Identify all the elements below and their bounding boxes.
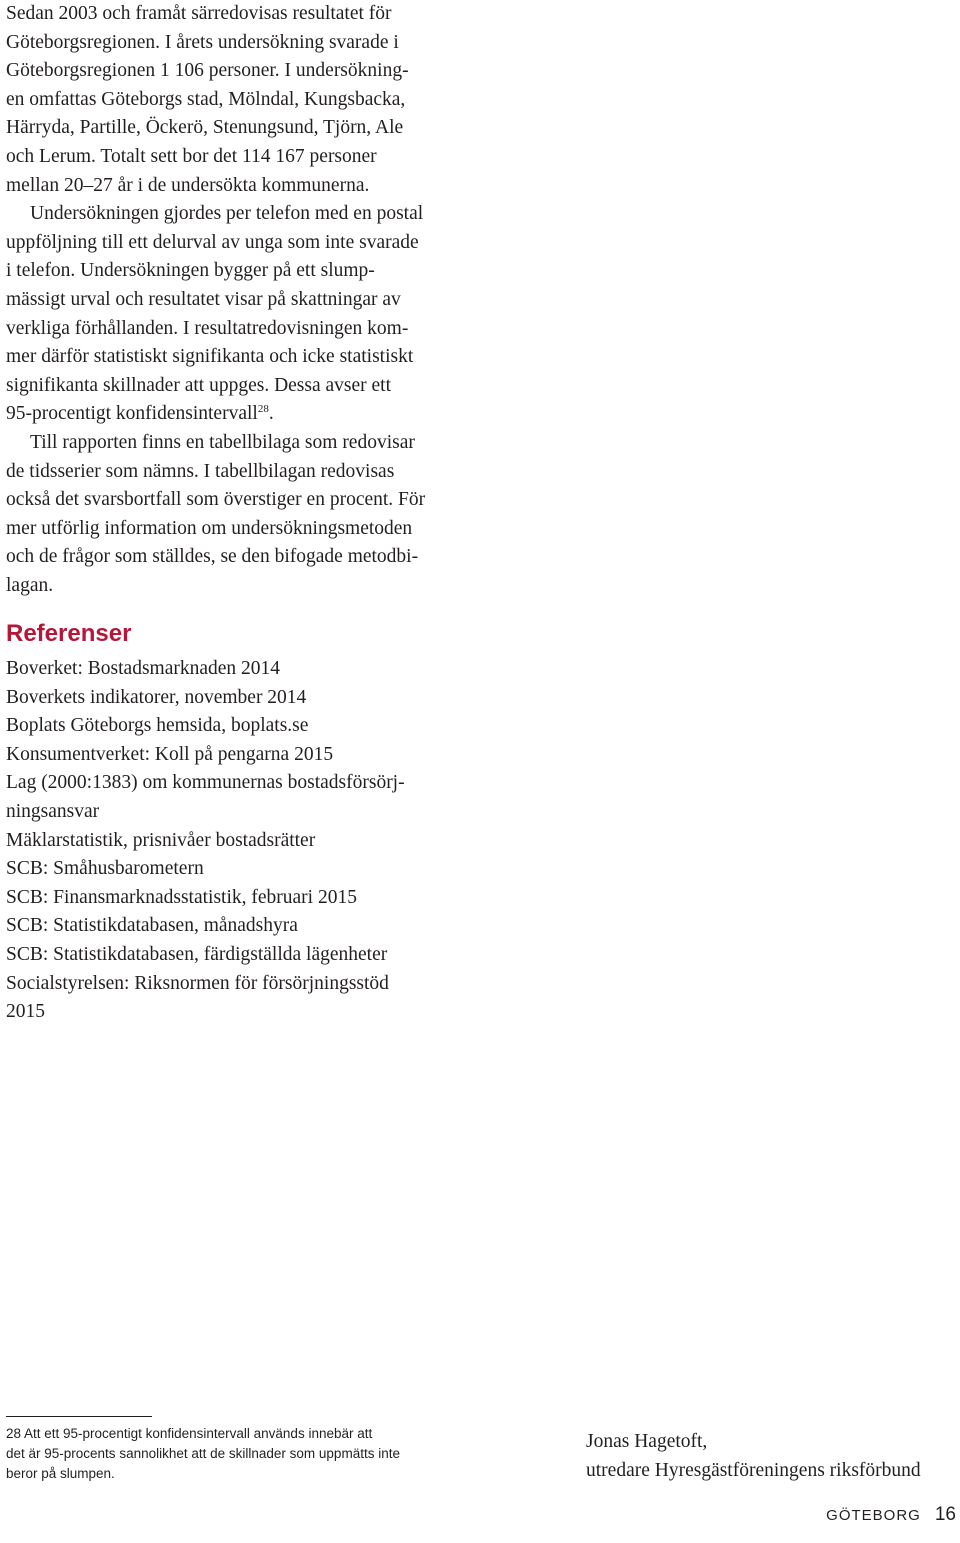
footnote-reference: 28: [257, 403, 269, 416]
paragraph-method-survey-text: Undersökningen gjordes per telefon med en postal uppföljning till ett delurval av unga som inte svarade i telefon. Undersökningen bygger på ett slump- mässigt urval och resultatet visar på skattningar av verkliga förhållanden. I resultatredovisningen kom- mer därför statistiskt signifikanta och icke statistiskt signifikanta skillnader att uppges. Dessa avser ett 95-procentigt konfidensintervall: [6, 203, 424, 425]
footnote: 28 Att ett 95-procentigt konfidensintervall används innebär att det är 95-procents sannolikhet att de skillnader som uppmätts inte beror på slumpen.: [6, 1426, 400, 1481]
page-number: 16: [934, 1504, 956, 1525]
reference-item: Boverket: Bostadsmarknaden 2014: [6, 658, 281, 679]
reference-item: Lag (2000:1383) om kommunernas bostadsförsörj- ningsansvar: [6, 772, 405, 822]
footer-section-label: GÖTEBORG: [826, 1507, 921, 1524]
paragraph-appendix: Till rapporten finns en tabellbilaga som redovisar de tidsserier som nämns. I tabellbilagan redovisas också det svarsbortfall som överstiger en procent. För mer utförlig information om undersökningsmetoden och de frågor som ställdes, se den bifogade metodbi- lagan.: [6, 431, 426, 596]
sentence-end: .: [268, 403, 274, 425]
reference-item: Konsumentverket: Koll på pengarna 2015: [6, 743, 334, 765]
reference-item: Socialstyrelsen: Riksnormen för försörjningsstöd 2015: [6, 972, 389, 1023]
footnote-divider: [6, 1416, 152, 1417]
reference-item: Boverkets indikatorer, november 2014: [6, 686, 307, 708]
reference-item: SCB: Småhusbarometern: [6, 858, 204, 880]
signature: Jonas Hagetoft, utredare Hyresgästföreningens riksförbund: [586, 1431, 921, 1481]
reference-item: SCB: Statistikdatabasen, färdigställda lägenheter: [6, 943, 388, 965]
running-footer: [826, 1504, 956, 1526]
body-text: [6, 0, 476, 600]
paragraph-method-survey: [6, 200, 476, 429]
reference-item: SCB: Statistikdatabasen, månadshyra: [6, 915, 298, 937]
reference-item: SCB: Finansmarknadsstatistik, februari 2015: [6, 886, 357, 908]
references-heading: Referenser: [6, 620, 132, 647]
reference-item: Mäklarstatistik, prisnivåer bostadsrätter: [6, 829, 316, 851]
reference-item: Boplats Göteborgs hemsida, boplats.se: [6, 715, 309, 737]
references-list: [6, 655, 476, 1027]
paragraph-method-region: Sedan 2003 och framåt särredovisas resultatet för Göteborgsregionen. I årets undersökning svarade i Göteborgsregionen 1 106 personer. I undersökning- en omfattas Göteborgs stad, Mölndal, Kungsbacka, Härryda, Partille, Öckerö, Stenungsund, Tjörn, Ale och Lerum. Totalt sett bor det 114 167 personer mellan 20–27 år i de undersökta kommunerna.: [6, 3, 409, 196]
